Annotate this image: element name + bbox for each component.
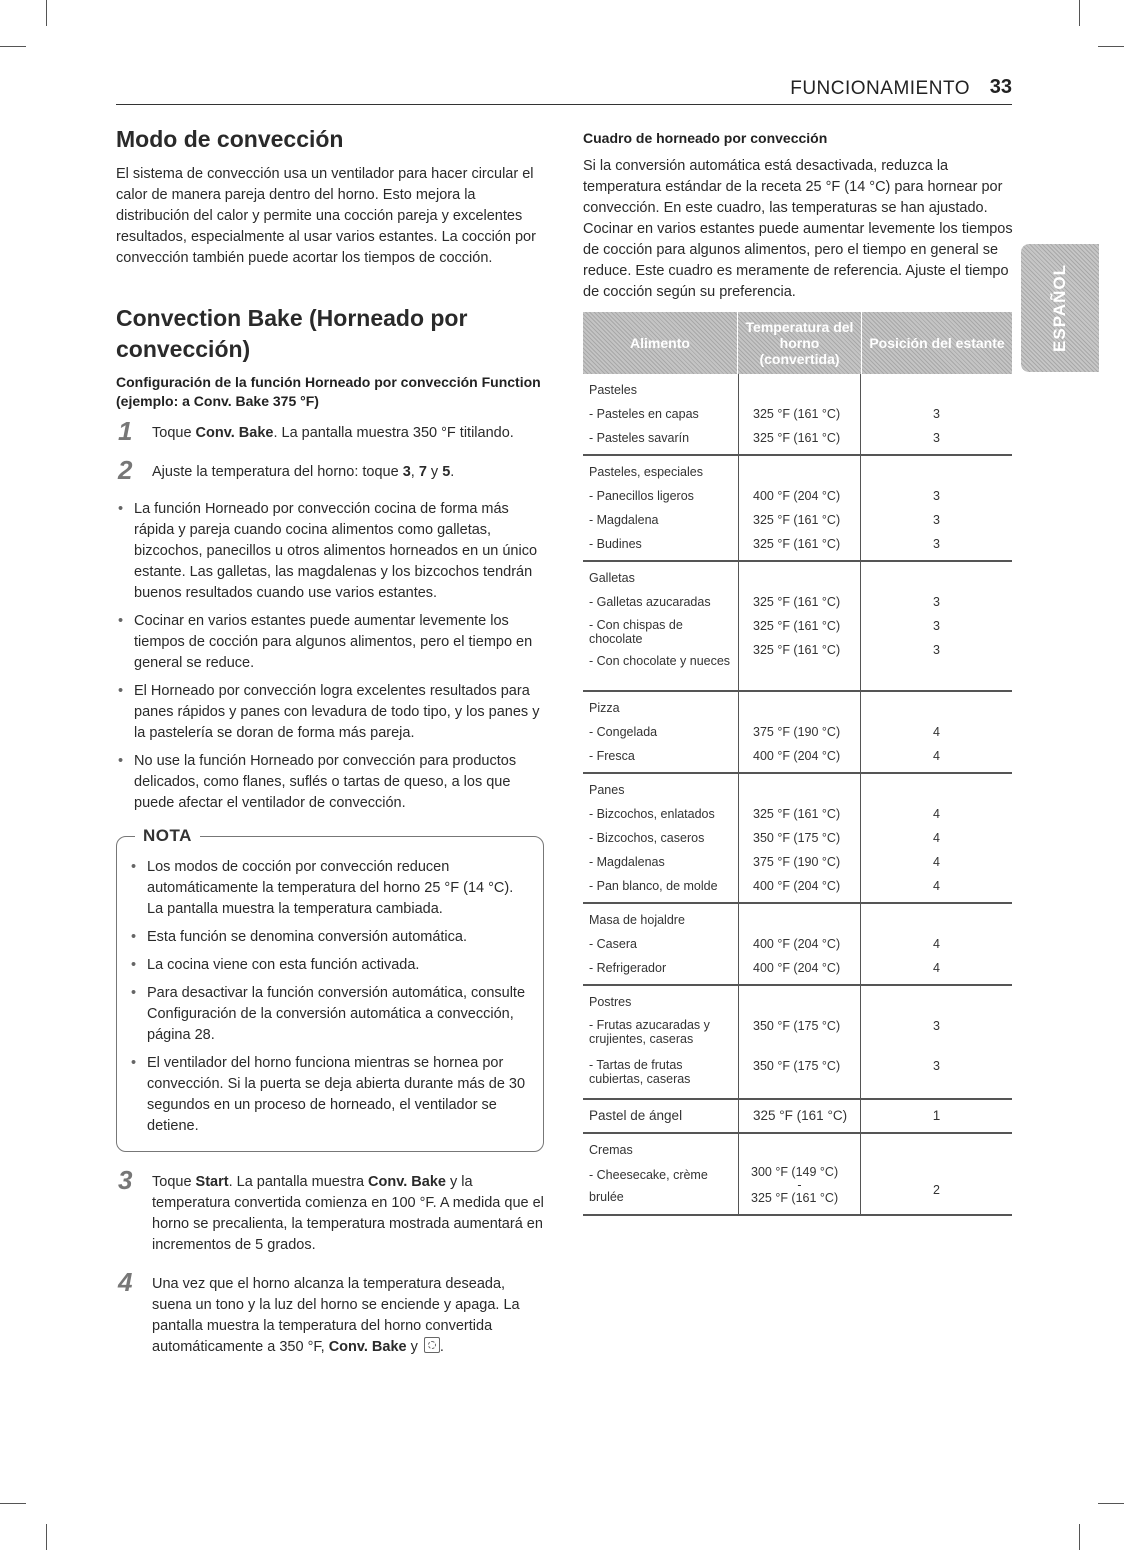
temp-cell: 325 °F (161 °C) [753, 619, 841, 633]
note-title: NOTA [135, 826, 200, 846]
step-keyword: Conv. Bake [195, 425, 274, 441]
step-text: Toque [152, 1174, 196, 1190]
food-cell: - Refrigerador [589, 961, 667, 975]
section-title: FUNCIONAMIENTO [790, 78, 970, 99]
food-cell: - Congelada [589, 725, 658, 739]
step-number: 1 [118, 416, 133, 446]
step-text: Una vez que el horno alcanza la temperatura deseada, suena un tono y la luz del horno se enciende y apaga. La pantalla muestra la temperatura del horno convertida automáticamente a 350 °F, [152, 1276, 520, 1355]
step-text: , [410, 464, 419, 480]
temp-separator: - [797, 1178, 802, 1192]
food-cell: - Pasteles savarín [589, 431, 690, 445]
setup-subheading: Configuración de la función Horneado por convección Function (ejemplo: a Conv. Bake 375 °F) [116, 374, 541, 409]
chart-intro: Si la conversión automática está desactivada, reduzca la temperatura estándar de la receta 25 °F (14 °C) para hornear por convección. En este cuadro, las temperaturas se han ajustado. Cocinar en varios estantes puede aumentar levemente los tiempos de cocción para algunos alimentos, pero el tiempo en general se reduce. Este cuadro es meramente de referencia. Ajuste el tiempo de cocción según su preferencia. [583, 158, 1013, 300]
category-label: Postres [589, 995, 632, 1009]
temp-cell: 400 °F (204 °C) [753, 749, 841, 763]
temp-cell: 325 °F (161 °C) [753, 537, 841, 551]
step-text: Toque [152, 425, 196, 441]
crop-mark [1098, 46, 1124, 47]
temp-cell: 325 °F (161 °C) [753, 407, 841, 421]
note-box [116, 826, 544, 1152]
food-cell: - Panecillos ligeros [589, 489, 694, 503]
food-cell: - Budines [589, 537, 642, 551]
table-group [583, 1100, 1012, 1134]
temp-cell: 400 °F (204 °C) [753, 937, 841, 951]
section-title-convection-mode: Modo de convección [116, 126, 344, 152]
left-column [116, 124, 544, 1358]
position-cell: 3 [933, 407, 940, 421]
intro-paragraph: El sistema de convección usa un ventilador para hacer circular el calor de manera pareja dentro del horno. Esto mejora la distribución del calor y permite una cocción pareja y excelentes resultados, especialmente al usar varios estantes. La cocción por convección también puede acortar los tiempos de cocción. [116, 166, 536, 266]
position-cell: 3 [933, 513, 940, 527]
step-number: 3 [118, 1165, 133, 1195]
note-item: • El ventilador del horno funciona mientras se hornea por convección. Si la puerta se deja abierta durante más de 30 segundos en un proceso de horneado, el ventilador se detiene. [129, 1053, 527, 1137]
food-cell: - Pan blanco, de molde [589, 879, 718, 893]
position-cell: 3 [933, 1059, 940, 1073]
food-cell: - Magdalenas [589, 855, 665, 869]
temp-cell: 350 °F (175 °C) [753, 831, 841, 845]
right-column [583, 130, 1013, 303]
food-cell: - Bizcochos, enlatados [589, 807, 715, 821]
position-cell: 4 [933, 937, 940, 951]
position-cell: 4 [933, 807, 940, 821]
crop-mark [1098, 1503, 1124, 1504]
food-cell: - Frutas azucaradas y crujientes, caseras [589, 1018, 710, 1046]
step-keyword: Start [195, 1174, 229, 1190]
category-label: Galletas [589, 571, 635, 585]
temp-cell: 400 °F (204 °C) [753, 961, 841, 975]
table-group [583, 986, 1012, 1100]
section-title-convection-bake: Convection Bake (Horneado por convección) [116, 305, 468, 362]
step-text: . [450, 464, 455, 480]
bullet-item: • El Horneado por convección logra excelentes resultados para panes rápidos y panes con levadura de todo tipo, y los panes y la pastelería se doran de forma más pareja. [116, 681, 544, 744]
table-group [583, 692, 1012, 774]
temp-cell: 400 °F (204 °C) [753, 879, 841, 893]
step-keyword: 5 [442, 464, 451, 480]
food-cell: - Con chocolate y nueces [589, 654, 731, 668]
step-keyword: Conv. Bake [368, 1174, 446, 1190]
page-number: 33 [989, 76, 1012, 98]
crop-mark [1079, 1524, 1080, 1550]
position-cell: 4 [933, 725, 940, 739]
food-cell: - Cheesecake, crème brulée [589, 1168, 708, 1204]
temp-cell: 350 °F (175 °C) [753, 1059, 841, 1073]
table-group [583, 374, 1012, 456]
note-item: • Esta función se denomina conversión automática. [129, 927, 527, 948]
position-cell: 3 [933, 619, 940, 633]
page-header [116, 76, 1012, 105]
temp-cell: 325 °F (161 °C) [753, 1108, 848, 1123]
step-number: 2 [118, 455, 133, 485]
step-text: . [439, 1339, 444, 1355]
food-cell: - Pasteles en capas [589, 407, 699, 421]
food-cell: - Casera [589, 937, 637, 951]
bullet-item: • La función Horneado por convección cocina de forma más rápida y pareja cuando cocina alimentos como galletas, bizcochos, panecillos u otros alimentos horneados en un único estante. Las galletas, las magdalenas y los bizcochos tendrán buenos resultados cuando use varios estantes. [116, 499, 544, 604]
step-text: y la temperatura convertida comienza en 100 °F. A medida que el horno se precalienta, la temperatura mostrada aumentará en incrementos de 5 grados. [152, 1174, 544, 1253]
food-cell: - Con chispas de chocolate [589, 618, 683, 646]
step-3 [116, 1165, 544, 1256]
category-label: Pasteles [589, 383, 637, 397]
table-header [583, 312, 1012, 374]
position-cell: 3 [933, 537, 940, 551]
position-cell: 2 [933, 1183, 940, 1197]
step-text: Ajuste la temperatura del horno: toque [152, 464, 403, 480]
language-tab [1021, 244, 1099, 372]
step-keyword: Conv. Bake [328, 1339, 407, 1355]
food-cell: - Tartas de frutas cubiertas, caseras [589, 1058, 691, 1086]
table-group [583, 774, 1012, 904]
step-4 [116, 1267, 544, 1358]
position-cell: 3 [933, 1019, 940, 1033]
position-cell: 4 [933, 831, 940, 845]
table-group [583, 456, 1012, 562]
category-label: Pastel de ángel [589, 1108, 683, 1123]
temp-cell: 325 °F (161 °C) [753, 807, 841, 821]
table-group [583, 562, 1012, 692]
crop-mark [46, 1524, 47, 1550]
temp-cell: 375 °F (190 °C) [753, 855, 841, 869]
food-cell: - Fresca [589, 749, 635, 763]
position-cell: 3 [933, 431, 940, 445]
position-cell: 4 [933, 961, 940, 975]
position-cell: 4 [933, 855, 940, 869]
bullet-item: • No use la función Horneado por convección para productos delicados, como flanes, suflés o tartas de queso, a los que puede afectar el ventilador de convección. [116, 751, 544, 814]
step-text: y [406, 1339, 422, 1355]
food-cell: - Galletas azucaradas [589, 595, 711, 609]
step-number: 4 [118, 1267, 133, 1297]
category-label: Pasteles, especiales [589, 465, 703, 479]
category-label: Masa de hojaldre [589, 913, 685, 927]
crop-mark [1079, 0, 1080, 26]
step-text: . La pantalla muestra [228, 1174, 369, 1190]
temp-cell: 325 °F (161 °C) [753, 643, 841, 657]
temp-cell: 375 °F (190 °C) [753, 725, 841, 739]
food-cell: - Bizcochos, caseros [589, 831, 705, 845]
temp-cell: 325 °F (161 °C) [751, 1191, 839, 1205]
position-cell: 4 [933, 749, 940, 763]
temp-cell: 300 °F (149 °C) [751, 1165, 839, 1179]
position-cell: 3 [933, 643, 940, 657]
food-cell: - Magdalena [589, 513, 659, 527]
temp-cell: 325 °F (161 °C) [753, 595, 841, 609]
step-keyword: 7 [418, 464, 427, 480]
position-cell: 4 [933, 879, 940, 893]
position-cell: 3 [933, 489, 940, 503]
step-text: . La pantalla muestra 350 °F titilando. [273, 425, 514, 441]
header-food: Alimento [583, 312, 737, 374]
step-text: y [426, 464, 443, 480]
header-rack-position: Posición del estante [862, 312, 1012, 374]
convection-fan-icon [424, 1337, 440, 1353]
temp-cell: 350 °F (175 °C) [753, 1019, 841, 1033]
language-tab-label: ESPAÑOL [1050, 264, 1069, 352]
step-2 [116, 455, 544, 485]
category-label: Panes [589, 783, 625, 797]
table-group [583, 904, 1012, 986]
note-item: • La cocina viene con esta función activada. [129, 955, 527, 976]
step-keyword: 3 [402, 464, 411, 480]
table-group [583, 1134, 1012, 1216]
crop-mark [0, 46, 26, 47]
bullet-item: • Cocinar en varios estantes puede aumentar levemente los tiempos de cocción para algunos alimentos, pero el tiempo en general se reduce. [116, 611, 544, 674]
step-1 [116, 416, 544, 446]
position-cell: 1 [932, 1108, 941, 1123]
note-item: • Para desactivar la función conversión automática, consulte Configuración de la conversión automática a convección, página 28. [129, 983, 527, 1046]
temp-cell: 400 °F (204 °C) [753, 489, 841, 503]
category-label: Pizza [589, 701, 620, 715]
convection-baking-table [583, 312, 1012, 1216]
category-label: Cremas [589, 1143, 633, 1157]
temp-cell: 325 °F (161 °C) [753, 431, 841, 445]
header-temperature: Temperatura del horno (convertida) [737, 312, 862, 374]
crop-mark [46, 0, 47, 26]
temp-cell: 325 °F (161 °C) [753, 513, 841, 527]
note-item: • Los modos de cocción por convección reducen automáticamente la temperatura del horno 25 °F (14 °C). La pantalla muestra la temperatura cambiada. [129, 857, 527, 920]
chart-heading: Cuadro de horneado por convección [583, 130, 828, 146]
position-cell: 3 [933, 595, 940, 609]
crop-mark [0, 1503, 26, 1504]
